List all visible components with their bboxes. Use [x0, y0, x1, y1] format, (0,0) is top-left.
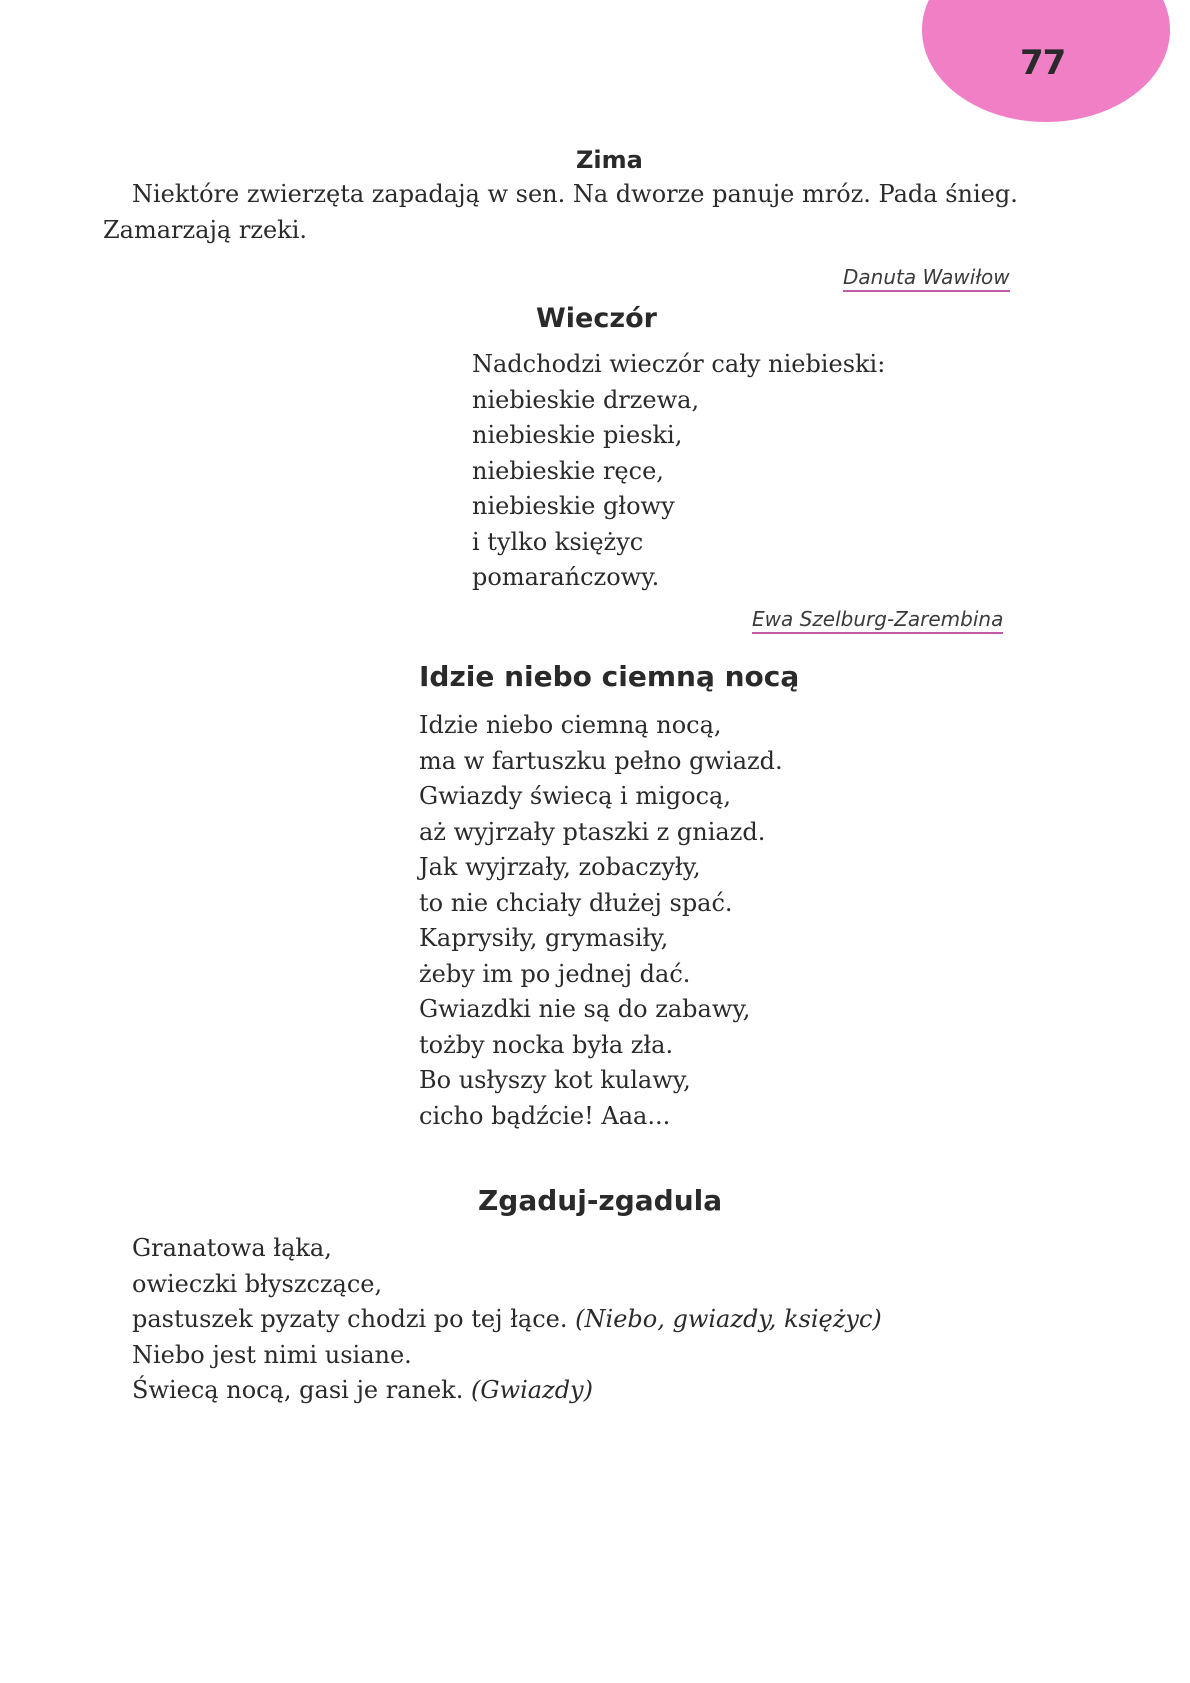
verse-line: cicho bądźcie! Aaa... [419, 1101, 671, 1130]
zima-title: Zima [576, 146, 643, 174]
verse-line: Gwiazdy świecą i migocą, [419, 782, 731, 810]
verse-line: ma w fartuszku pełno gwiazd. [419, 746, 783, 775]
riddle-line [132, 1373, 882, 1409]
riddle-line: owieczki błyszczące, [132, 1269, 383, 1298]
verse-line: aż wyjrzały ptaszki z gniazd. [419, 817, 766, 846]
riddle-line: Granatowa łąka, [132, 1234, 332, 1262]
verse-line: Idzie niebo ciemną nocą, [419, 711, 722, 739]
riddle-line: Niebo jest nimi usiane. [132, 1340, 412, 1369]
verse-line: Kaprysiły, grymasiły, [419, 924, 669, 952]
zima-text-line-1: Niektóre zwierzęta zapadają w sen. Na dworze panuje mróz. Pada śnieg. [132, 180, 1018, 208]
verse-line: niebieskie pieski, [472, 421, 683, 449]
verse-line: Jak wyjrzały, zobaczyły, [419, 853, 701, 881]
verse-line: Bo usłyszy kot kulawy, [419, 1066, 691, 1094]
zima-text-line-2: Zamarzają rzeki. [103, 216, 308, 244]
verse-line: to nie chciały dłużej spać. [419, 888, 733, 917]
verse-line: i tylko księżyc [472, 527, 644, 556]
wieczor-title: Wieczór [536, 303, 657, 334]
page-number: 77 [1020, 43, 1066, 83]
riddle-text: pastuszek pyzaty chodzi po tej łące. [132, 1305, 568, 1333]
verse-line: Nadchodzi wieczór cały niebieski: [472, 350, 886, 378]
zgaduj-title: Zgaduj-zgadula [478, 1184, 723, 1217]
wieczor-author: Ewa Szelburg-Zarembina [752, 607, 1003, 634]
verse-line: niebieskie drzewa, [472, 385, 700, 414]
verse-line: tożby nocka była zła. [419, 1030, 674, 1059]
zgaduj-riddles [132, 1231, 882, 1409]
riddle-answer: (Gwiazdy) [470, 1376, 593, 1404]
idzie-niebo-title: Idzie niebo ciemną nocą [419, 660, 800, 693]
riddle-answer: (Niebo, gwiazdy, księżyc) [575, 1305, 882, 1333]
verse-line: żeby im po jednej dać. [419, 959, 691, 988]
riddle-text: Świecą nocą, gasi je ranek. [132, 1376, 464, 1404]
verse-line: niebieskie ręce, [472, 456, 664, 485]
idzie-niebo-verse [419, 708, 783, 1134]
verse-line: niebieskie głowy [472, 492, 675, 520]
riddle-line [132, 1302, 882, 1338]
wieczor-verse [472, 347, 885, 596]
verse-line: Gwiazdki nie są do zabawy, [419, 995, 751, 1023]
zima-author: Danuta Wawiłow [843, 265, 1010, 292]
verse-line: pomarańczowy. [472, 563, 660, 591]
